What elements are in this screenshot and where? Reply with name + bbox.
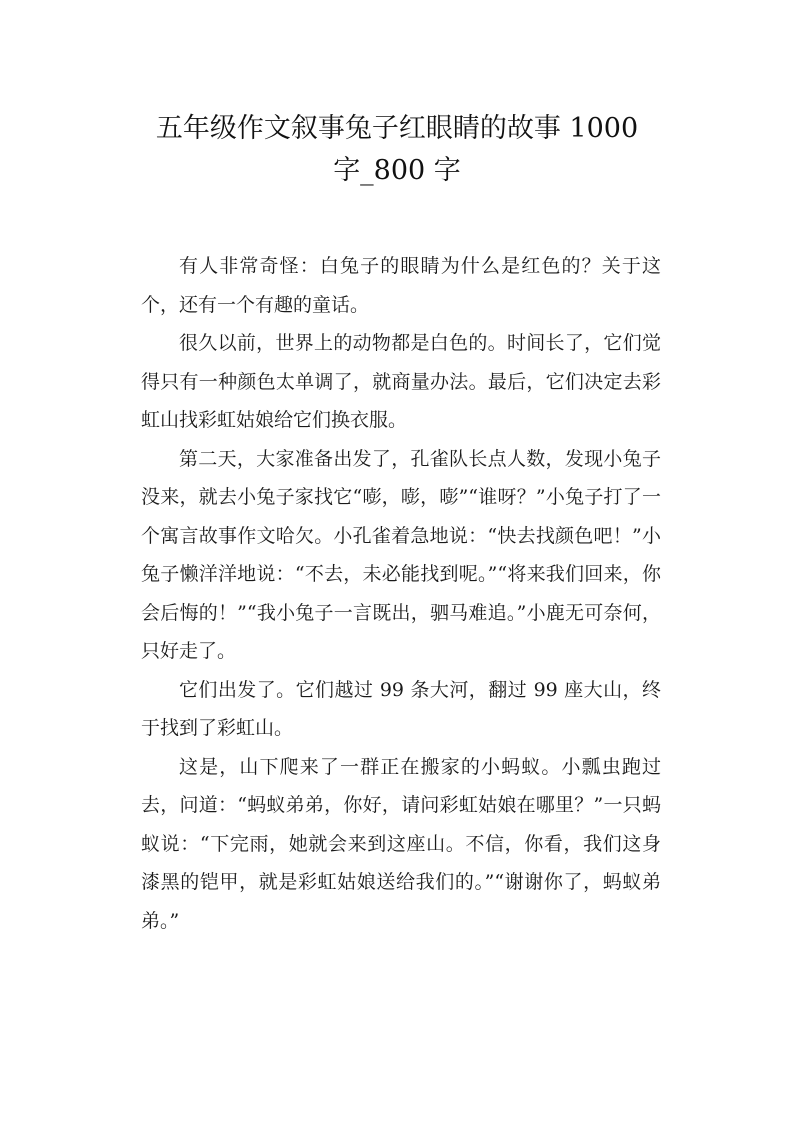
- document-body: [141, 247, 661, 940]
- paragraph-2: 很久以前，世界上的动物都是白色的。时间长了，它们觉得只有一种颜色太单调了，就商量办法。最后，它们决定去彩虹山找彩虹姑娘给它们换衣服。: [141, 332, 661, 431]
- paragraph-4: 它们出发了。它们越过 99 条大河，翻过 99 座大山，终于找到了彩虹山。: [141, 678, 661, 739]
- document-title: [120, 108, 674, 192]
- title-line-1: 五年级作文叙事兔子红眼睛的故事 1000: [155, 113, 639, 144]
- title-line-2: 字_800 字: [333, 155, 461, 186]
- paragraph-3: 第二天，大家准备出发了，孔雀队长点人数，发现小兔子没来，就去小兔子家找它“嘭，嘭，嘭”“谁呀？”小兔子打了一个寓言故事作文哈欠。小孔雀着急地说：“快去找颜色吧！”小兔子懒洋洋地说：“不去，未必能找到呢。”“将来我们回来，你会后悔的！”“我小兔子一言既出，驷马难追。”小鹿无可奈何，只好走了。: [141, 447, 661, 662]
- paragraph-5: 这是，山下爬来了一群正在搬家的小蚂蚁。小瓢虫跑过去，问道：“蚂蚁弟弟，你好，请问彩虹姑娘在哪里？”一只蚂蚁说：“下完雨，她就会来到这座山。不信，你看，我们这身漆黑的铠甲，就是彩虹姑娘送给我们的。”“谢谢你了，蚂蚁弟弟。”: [141, 755, 661, 932]
- paragraph-1: 有人非常奇怪：白兔子的眼睛为什么是红色的？关于这个，还有一个有趣的童话。: [141, 255, 661, 316]
